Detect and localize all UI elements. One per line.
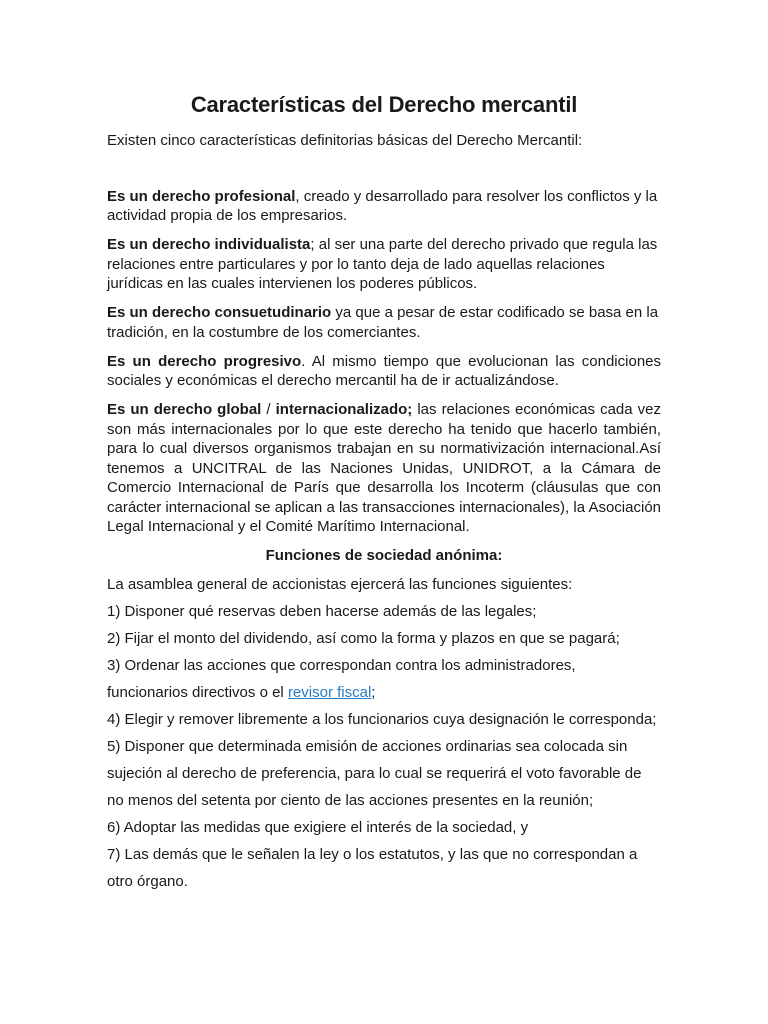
characteristic-text: las relaciones económicas cada vez son más internacionales por lo que este derecho ha tenido que hacerlo también, para lo cual diversos organismos trabajan en su normativización internacional.Así tenemos a UNCITRAL de las Naciones Unidas, UNIDROT, a la Cámara de Comercio Internacional de París que desarrolla los Incoterm (cláusulas que con carácter internacional se aplican a las transacciones internacionales), la Asociación Legal Internacional y el Comité Marítimo Internacional. bbox=[107, 401, 661, 535]
intro-paragraph: Existen cinco características definitorias básicas del Derecho Mercantil: bbox=[107, 132, 583, 149]
characteristic-term: Es un derecho consuetudinario bbox=[107, 304, 332, 321]
characteristic-term: Es un derecho profesional bbox=[107, 187, 296, 205]
function-item-5-end: no menos del setenta por ciento de las acciones presentes en la reunión; bbox=[107, 791, 594, 809]
function-item-3-cont bbox=[107, 679, 661, 706]
functions-lead: La asamblea general de accionistas ejercerá las funciones siguientes: bbox=[107, 575, 573, 593]
characteristic-text: ; al ser una parte del derecho privado que regula las relaciones entre particulares y por lo tanto deja de lado aquellas relaciones jurídicas en las cuales intervienen los poderes públicos. bbox=[107, 236, 658, 292]
function-item-5: 5) Disponer que determinada emisión de acciones ordinarias sea colocada sin bbox=[107, 737, 628, 755]
revisor-fiscal-link[interactable]: revisor fiscal bbox=[287, 683, 372, 701]
characteristic-term-secondary: internacionalizado; bbox=[275, 401, 413, 418]
functions-title: Funciones de sociedad anónima: bbox=[265, 547, 503, 564]
function-item-3: 3) Ordenar las acciones que correspondan contra los administradores, bbox=[107, 656, 576, 674]
term-separator: / bbox=[261, 401, 276, 418]
function-item-4: 4) Elegir y remover libremente a los funcionarios cuya designación le corresponda; bbox=[107, 710, 657, 728]
function-item-6: 6) Adoptar las medidas que exigiere el interés de la sociedad, y bbox=[107, 818, 529, 836]
function-item-2: 2) Fijar el monto del dividendo, así como la forma y plazos en que se pagará; bbox=[107, 629, 620, 647]
characteristic-customary bbox=[107, 303, 661, 342]
characteristic-global bbox=[107, 400, 661, 537]
characteristic-term: Es un derecho progresivo bbox=[107, 352, 302, 370]
functions-list bbox=[107, 571, 661, 895]
function-item-3-end: ; bbox=[371, 683, 376, 701]
characteristic-term: Es un derecho global bbox=[107, 401, 262, 418]
function-item-7: 7) Las demás que le señalen la ley o los estatutos, y las que no correspondan a bbox=[107, 845, 638, 863]
characteristic-text: . Al mismo tiempo que evolucionan las condiciones sociales y económicas el derecho mercantil ha de ir actualizándose. bbox=[107, 352, 662, 389]
function-item-1: 1) Disponer qué reservas deben hacerse además de las legales; bbox=[107, 602, 537, 620]
characteristic-progressive bbox=[107, 352, 661, 391]
function-item-7-cont: otro órgano. bbox=[107, 872, 188, 890]
function-item-5-cont: sujeción al derecho de preferencia, para lo cual se requerirá el voto favorable de bbox=[107, 764, 642, 782]
characteristic-text: , creado y desarrollado para resolver los conflictos y la actividad propia de los empresarios. bbox=[107, 187, 658, 224]
characteristic-professional bbox=[107, 187, 661, 226]
characteristic-term: Es un derecho individualista bbox=[107, 236, 311, 253]
characteristic-individualist bbox=[107, 235, 661, 294]
characteristic-text: ya que a pesar de estar codificado se basa en la tradición, en la costumbre de los comerciantes. bbox=[107, 304, 659, 341]
function-item-3-text: funcionarios directivos o el bbox=[107, 683, 288, 701]
page-title: Características del Derecho mercantil bbox=[190, 92, 578, 117]
